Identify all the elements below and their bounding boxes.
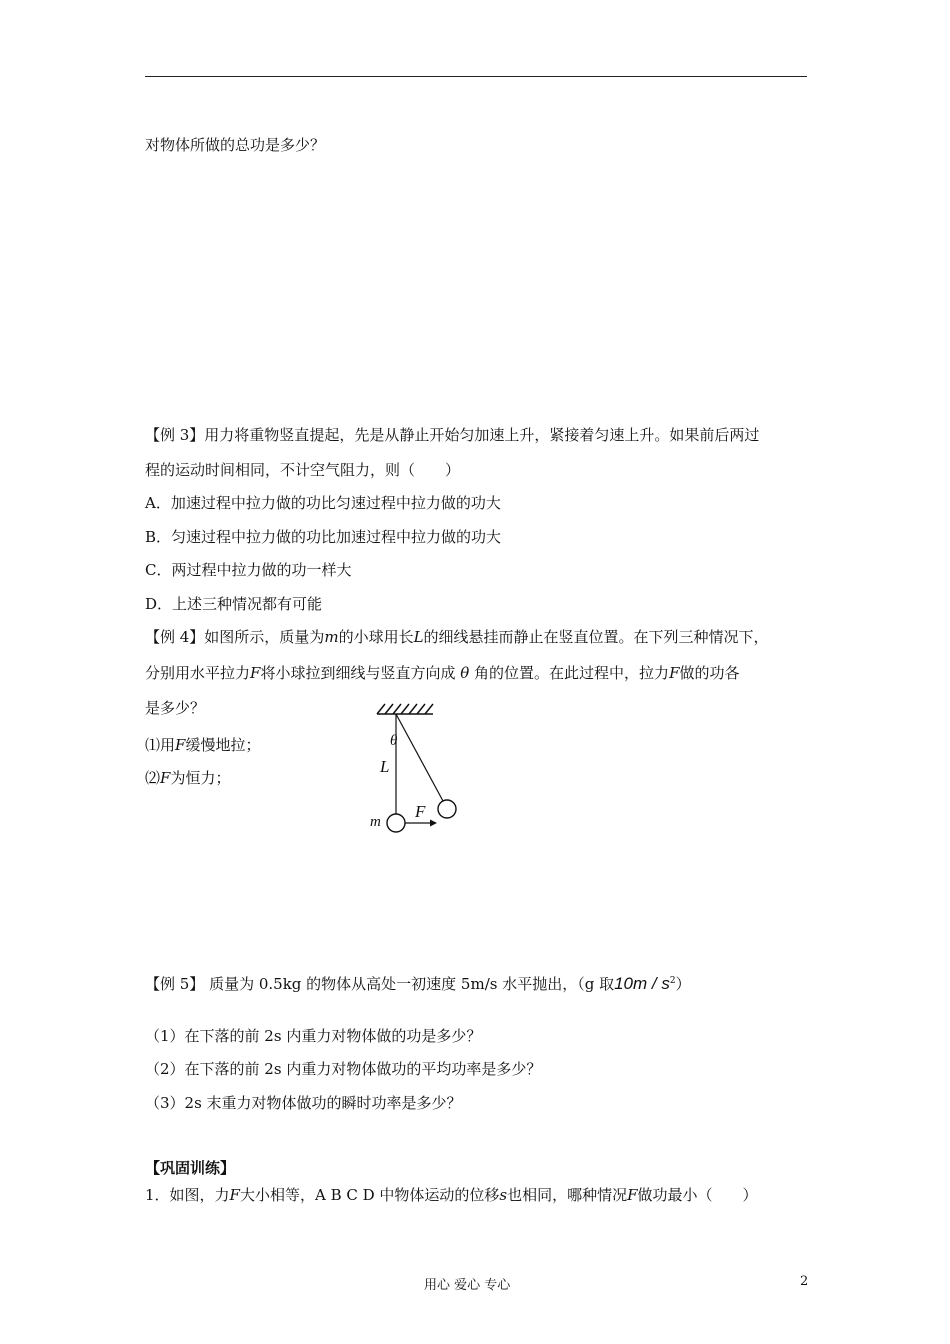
ball-deflected xyxy=(438,800,456,818)
ex4-q1-text: ⑴用 xyxy=(145,736,176,754)
ceiling-hatch xyxy=(377,704,433,714)
ex4-text: 分别用水平拉力 xyxy=(145,664,251,682)
practice-text: 也相同，哪种情况 xyxy=(507,1186,628,1204)
ex5-question-1: （1）在下落的前 2s 内重力对物体做的功是多少？ xyxy=(145,1027,482,1045)
label-theta: θ xyxy=(390,733,398,749)
practice-question-1 xyxy=(145,1184,758,1205)
ball-rest xyxy=(387,814,405,832)
label-L: L xyxy=(380,757,390,776)
ex4-line-1 xyxy=(145,626,769,647)
ex5-close: ） xyxy=(675,975,691,993)
continuation-text: 对物体所做的总功是多少？ xyxy=(145,136,326,154)
var-F: F xyxy=(669,664,680,682)
ex4-text: 角的位置。在此过程中，拉力 xyxy=(474,664,670,682)
practice-heading: 【巩固训练】 xyxy=(145,1159,236,1177)
force-arrowhead xyxy=(430,820,437,827)
practice-text: 大小相等，A B C D 中物体运动的位移 xyxy=(239,1186,500,1204)
var-F: F xyxy=(229,1186,240,1204)
deflected-string xyxy=(396,714,443,801)
var-F: F xyxy=(250,664,261,682)
ex4-q2-text: 为恒力； xyxy=(170,769,231,787)
g-exponent: 2 xyxy=(669,976,676,986)
footer-motto: 用心 爱心 专心 xyxy=(424,1278,511,1293)
ex4-q2-text: ⑵ xyxy=(145,769,161,787)
page-number: 2 xyxy=(800,1274,809,1289)
header-rule xyxy=(145,76,807,77)
ex3-option-d: D．上述三种情况都有可能 xyxy=(145,595,323,613)
ex3-line-1: 【例 3】用力将重物竖直提起，先是从静止开始匀加速上升，紧接着匀速上升。如果前后两过 xyxy=(145,426,760,444)
pendulum-figure xyxy=(360,700,480,840)
var-m: m xyxy=(324,628,339,646)
practice-text: 做功最小（ ） xyxy=(637,1186,758,1204)
ex4-text: 【例 4】如图所示，质量为 xyxy=(145,628,325,646)
label-F: F xyxy=(415,802,426,821)
practice-text: 1．如图，力 xyxy=(145,1186,230,1204)
ex3-option-a: A．加速过程中拉力做的功比匀速过程中拉力做的功大 xyxy=(145,494,501,512)
ex5-text: 【例 5】 质量为 0.5kg 的物体从高处一初速度 5m/s 水平抛出，（g 取 xyxy=(145,975,615,993)
var-F: F xyxy=(627,1186,638,1204)
var-L: L xyxy=(413,628,424,646)
ex3-option-c: C．两过程中拉力做的功一样大 xyxy=(145,561,352,579)
ex4-question-1 xyxy=(145,734,260,755)
ex5-line-1 xyxy=(145,973,691,994)
var-F: F xyxy=(160,769,171,787)
var-theta: θ xyxy=(460,664,470,682)
ex3-option-b: B．匀速过程中拉力做的功比加速过程中拉力做的功大 xyxy=(145,528,502,546)
ex4-text: 做的功各 xyxy=(679,664,740,682)
ex4-line-3: 是多少？ xyxy=(145,699,206,717)
ex5-question-3: （3）2s 末重力对物体做功的瞬时功率是多少？ xyxy=(145,1094,462,1112)
ex4-text: 的小球用长 xyxy=(338,628,414,646)
ex3-line-2: 程的运动时间相同，不计空气阻力，则（ ） xyxy=(145,461,461,479)
ex4-q1-text: 缓慢地拉； xyxy=(185,736,261,754)
g-value: 10m / s xyxy=(614,974,670,993)
ex4-line-2 xyxy=(145,662,740,683)
label-m: m xyxy=(370,814,381,830)
ex4-question-2 xyxy=(145,767,230,788)
ex5-question-2: （2）在下落的前 2s 内重力对物体做功的平均功率是多少？ xyxy=(145,1060,542,1078)
ex4-text: 的细线悬挂而静止在竖直位置。在下列三种情况下， xyxy=(423,628,769,646)
var-F: F xyxy=(175,736,186,754)
ex4-text: 将小球拉到细线与竖直方向成 xyxy=(260,664,456,682)
var-s: s xyxy=(499,1186,508,1204)
